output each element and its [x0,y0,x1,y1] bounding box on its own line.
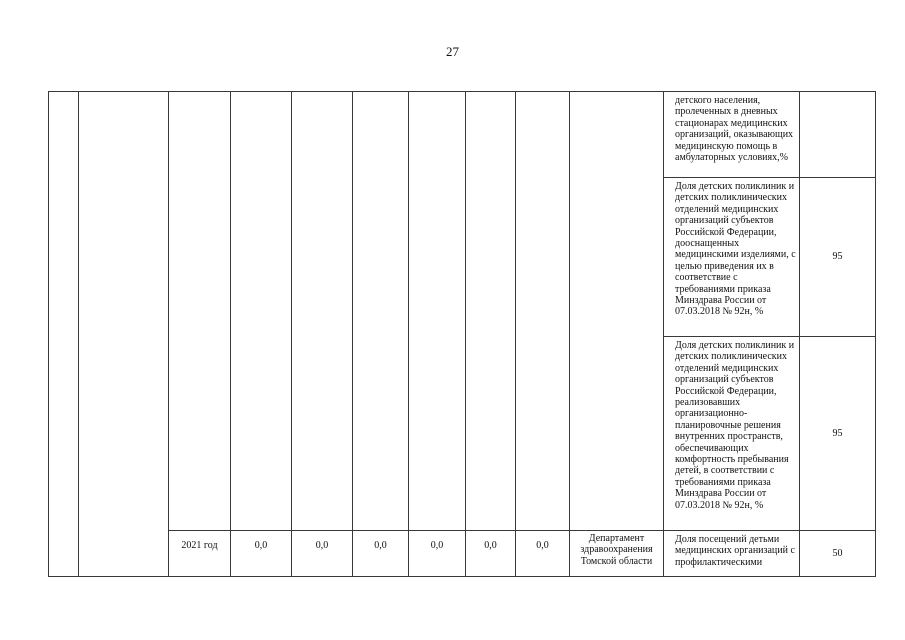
indicator-value: 50 [800,531,876,577]
amount-cell: 0,0 [409,531,466,577]
cell-amount [292,92,353,531]
amount-cell: 0,0 [231,531,292,577]
indicator-value: 95 [800,178,876,337]
cell-amount [516,92,570,531]
table-row [49,531,876,577]
indicator-cell: детского населения, пролеченных в дневных стационарах медицинских организаций, оказывающих медицинскую помощь в амбулаторных условиях,% [664,92,800,178]
amount-cell: 0,0 [516,531,570,577]
cell-amount [353,92,409,531]
cell-number [49,92,79,577]
cell-amount [466,92,516,531]
cell-executor [570,92,664,531]
indicator-value: 95 [800,337,876,531]
cell-amount [231,92,292,531]
indicator-cell: Доля детских поликлиник и детских поликлинических отделений медицинских организаций субъектов Российской Федерации, реализовавших организационно-планировочные решения внутренних пространств, обеспечивающих комфортность пребывания детей, в соответствии с требованиями приказа Минздрава России от 07.03.2018 № 92н, % [664,337,800,531]
amount-cell: 0,0 [466,531,516,577]
cell-amount [409,92,466,531]
page-number: 27 [446,44,459,59]
indicator-cell: Доля посещений детьми медицинских организаций с профилактическими [664,531,800,577]
program-table [48,91,876,577]
indicator-cell: Доля детских поликлиник и детских поликлинических отделений медицинских организаций субъектов Российской Федерации, дооснащенных медицинскими изделиями, с целью приведения их в соответствие с требованиями приказа Минздрава России от 07.03.2018 № 92н, % [664,178,800,337]
cell-event-name [79,92,169,577]
cell-year [169,92,231,531]
indicator-value [800,92,876,178]
amount-cell: 0,0 [292,531,353,577]
amount-cell: 0,0 [353,531,409,577]
table-row [49,92,876,178]
executor-cell: Департамент здравоохранения Томской области [570,531,664,577]
year-cell: 2021 год [169,531,231,577]
